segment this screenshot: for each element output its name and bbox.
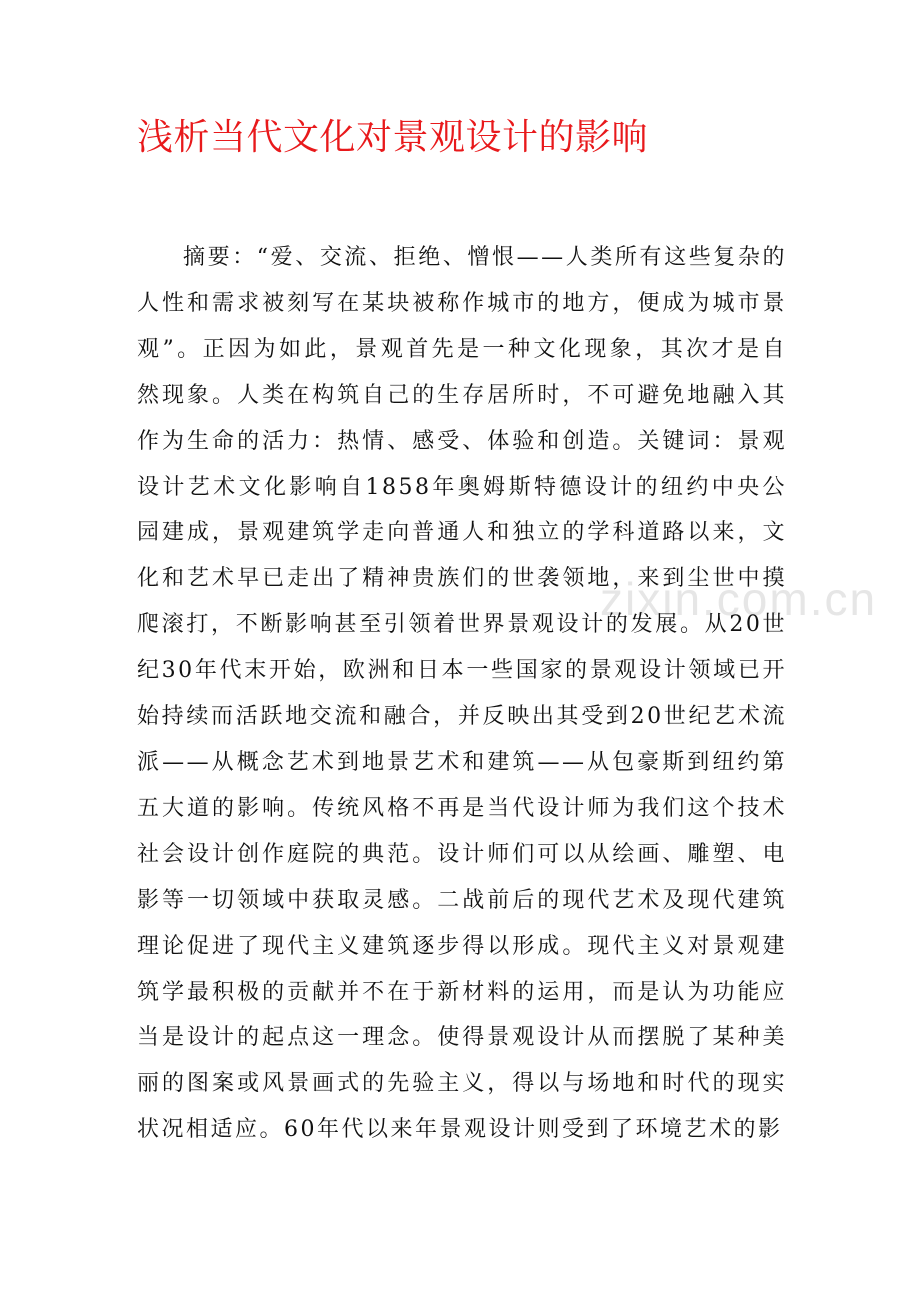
document-body-paragraph: 摘要：“爱、交流、拒绝、憎恨——人类所有这些复杂的人性和需求被刻写在某块被称作城市的地方，便成为城市景观”。正因为如此，景观首先是一种文化现象，其次才是自然现象。人类在构筑自己的生存居所时，不可避免地融入其作为生命的活力：热情、感受、体验和创造。关键词：景观设计艺术文化影响自1858年奥姆斯特德设计的纽约中央公园建成，景观建筑学走向普通人和独立的学科道路以来，文化和艺术早已走出了精神贵族们的世袭领地，来到尘世中摸爬滚打，不断影响甚至引领着世界景观设计的发展。从20世纪30年代末开始，欧洲和日本一些国家的景观设计领域已开始持续而活跃地交流和融合，并反映出其受到20世纪艺术流派——从概念艺术到地景艺术和建筑——从包豪斯到纽约第五大道的影响。传统风格不再是当代设计师为我们这个技术社会设计创作庭院的典范。设计师们可以从绘画、雕塑、电影等一切领域中获取灵感。二战前后的现代艺术及现代建筑理论促进了现代主义建筑逐步得以形成。现代主义对景观建筑学最积极的贡献并不在于新材料的运用，而是认为功能应当是设计的起点这一理念。使得景观设计从而摆脱了某种美丽的图案或风景画式的先验主义，得以与场地和时代的现实状况相适应。60年代以来年景观设计则受到了环境艺术的影	[137, 245, 787, 1143]
watermark: zixin.com.cn	[600, 573, 878, 625]
document-title: 浅析当代文化对景观设计的影响	[137, 117, 649, 158]
